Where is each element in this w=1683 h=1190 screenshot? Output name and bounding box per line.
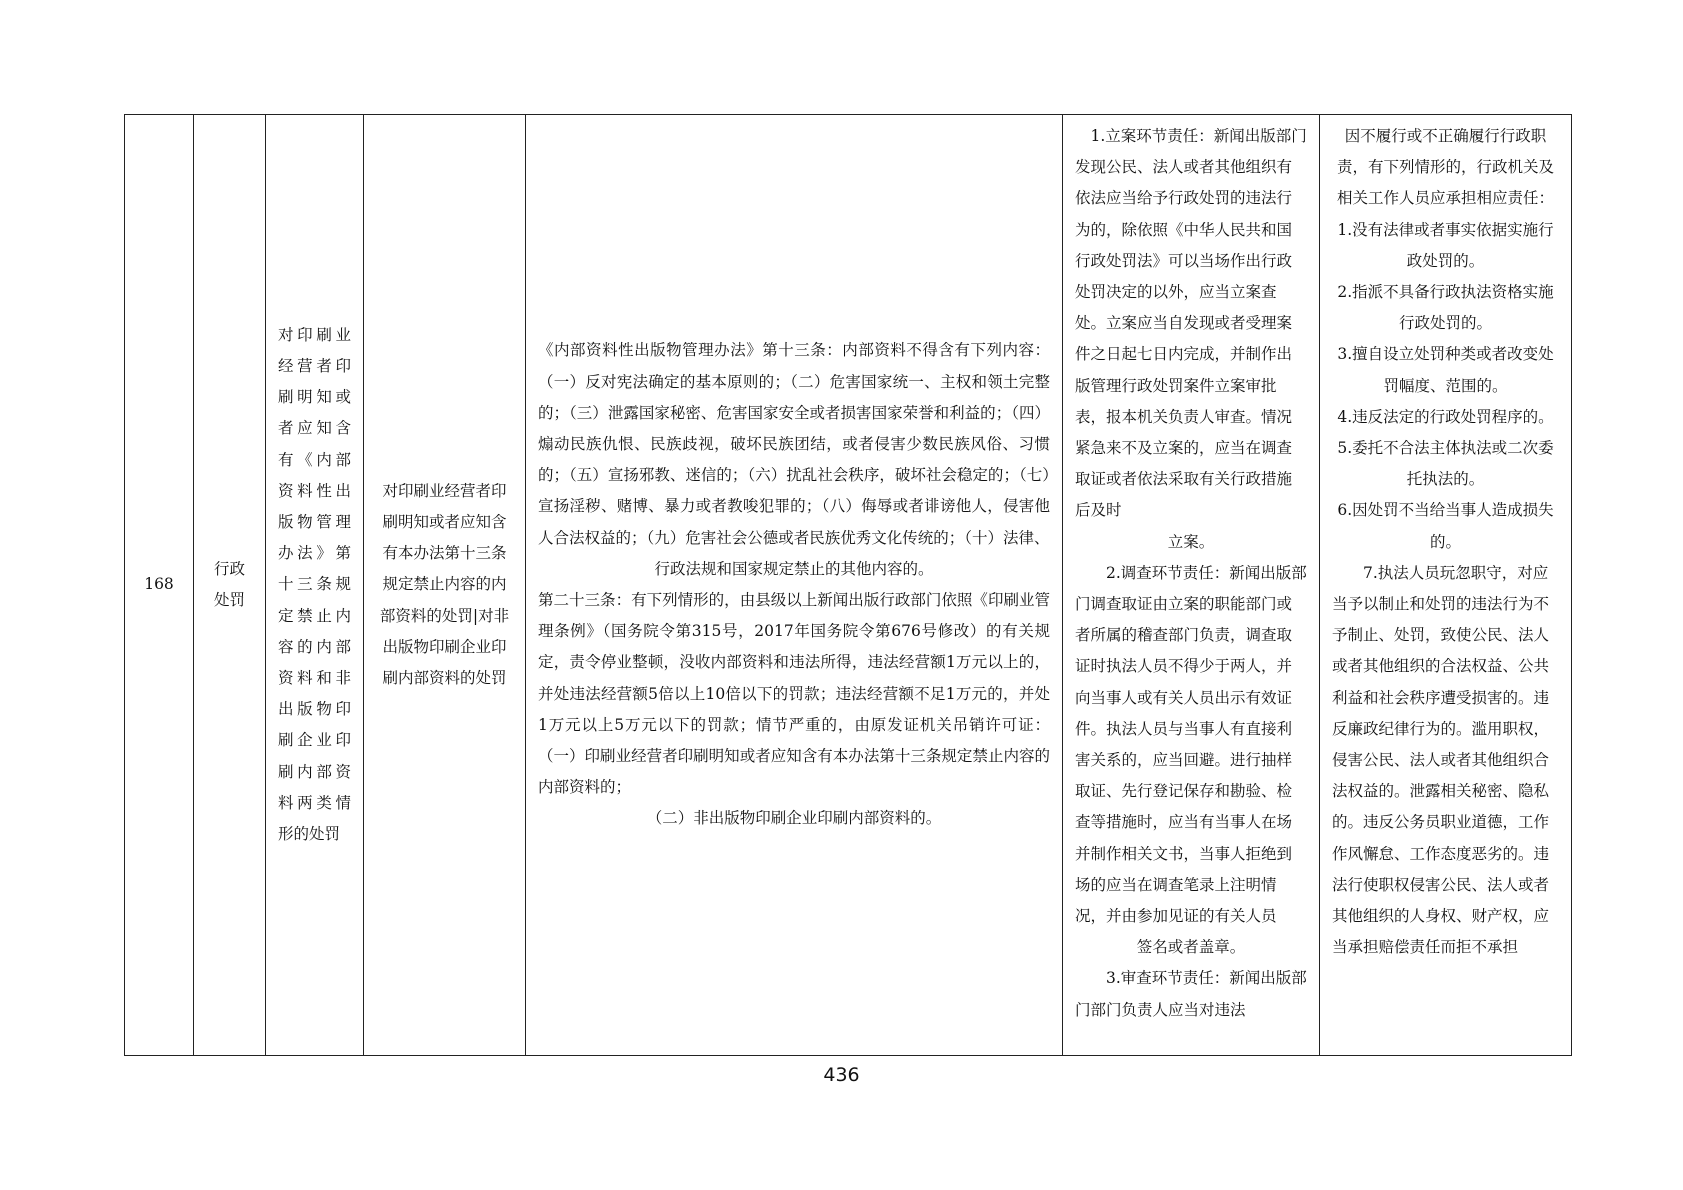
basis-paragraph-3: 第二十三条：有下列情形的，由县级以上新闻出版行政部门依照《印刷业管理条例》（国务院令第315号，2017年国务院令第676号修改）的有关规定，责令停业整顿，没收内部资料和违法所得，违法经营额1万元以上的，并处违法经营额5倍以上10倍以下的罚款；违法经营额不足1万元的，并处1万元以上5万元以下的罚款；情节严重的，由原发证机关吊销许可证：（一）印刷业经营者印刷明知或者应知含有本办法第十三条规定禁止内容的内部资料的； — [538, 591, 1050, 797]
table-row — [125, 115, 1572, 1056]
responsibility-paragraph-4: 签名或者盖章。 — [1136, 938, 1246, 957]
responsibility-paragraph-2: 立案。 — [1167, 532, 1215, 551]
sub-item — [364, 115, 526, 1056]
responsibility — [1063, 115, 1320, 1056]
responsibility-paragraph-1: 1.立案环节责任：新闻出版部门发现公民、法人或者其他组织有依法应当给予行政处罚的违法行为的，除依照《中华人民共和国行政处罚法》可以当场作出行政处罚决定的以外，应当立案查处。立案应当自发现或者受理案件之日起七日内完成，并制作出版管理行政处罚案件立案审批表，报本机关负责人审查。情况紧急来不及立案的，应当在调查取证或者依法采取有关行政措施后及时 — [1075, 127, 1307, 520]
liability-paragraph-7: 6.因处罚不当给当事人造成损失的。 — [1337, 501, 1554, 551]
item-name-text: 对印刷业经营者印刷明知或者应知含有《内部资料性出版物管理办法》第十三条规定禁止内容的内部资料和非出版物印刷企业印刷内部资料两类情形的处罚 — [278, 325, 351, 844]
liability-paragraph-2: 1.没有法律或者事实依据实施行政处罚的。 — [1337, 220, 1554, 270]
row-number: 168 — [125, 115, 194, 1056]
basis-paragraph-2: 行政法规和国家规定禁止的其他内容的。 — [654, 559, 934, 578]
matter-table — [124, 114, 1572, 1056]
category-text: 行政处罚 — [213, 559, 245, 609]
row-category — [194, 115, 266, 1056]
liability-paragraph-6: 5.委托不合法主体执法或二次委托执法的。 — [1337, 439, 1554, 489]
responsibility-paragraph-3: 2.调查环节责任：新闻出版部门调查取证由立案的职能部门或者所属的稽查部门负责，调查取证时执法人员不得少于两人，并向当事人或有关人员出示有效证件。执法人员与当事人有直接利害关系的，应当回避。进行抽样取证、先行登记保存和勘验、检查等措施时，应当有当事人在场并制作相关文书，当事人拒绝到场的应当在调查笔录上注明情况，并由参加见证的有关人员 — [1075, 563, 1307, 926]
basis-paragraph-4: （二）非出版物印刷企业印刷内部资料的。 — [646, 809, 942, 828]
liability-paragraph-1: 因不履行或不正确履行行政职责，有下列情形的，行政机关及相关工作人员应承担相应责任： — [1336, 127, 1554, 208]
liability-paragraph-4: 3.擅自设立处罚种类或者改变处罚幅度、范围的。 — [1337, 345, 1554, 395]
basis-paragraph-1: 《内部资料性出版物管理办法》第十三条：内部资料不得含有下列内容：（一）反对宪法确定的基本原则的；（二）危害国家统一、主权和领土完整的；（三）泄露国家秘密、危害国家安全或者损害国家荣誉和利益的；（四）煽动民族仇恨、民族歧视，破坏民族团结，或者侵害少数民族风俗、习惯的；（五）宣扬邪教、迷信的；（六）扰乱社会秩序，破坏社会稳定的；（七）宣扬淫秽、赌博、暴力或者教唆犯罪的；（八）侮辱或者诽谤他人，侵害他人合法权益的；（九）危害社会公德或者民族优秀文化传统的；（十）法律、 — [538, 341, 1050, 547]
liability-paragraph-5: 4.违反法定的行政处罚程序的。 — [1337, 407, 1554, 426]
liability — [1320, 115, 1572, 1056]
legal-basis — [526, 115, 1063, 1056]
sub-item-text: 对印刷业经营者印刷明知或者应知含有本办法第十三条规定禁止内容的内部资料的处罚|对非出版物印刷企业印刷内部资料的处罚 — [379, 481, 510, 687]
liability-paragraph-3: 2.指派不具备行政执法资格实施行政处罚的。 — [1337, 283, 1554, 333]
liability-paragraph-8: 7.执法人员玩忽职守，对应当予以制止和处罚的违法行为不予制止、处罚，致使公民、法人或者其他组织的合法权益、公共利益和社会秩序遭受损害的。违反廉政纪律行为的。滥用职权，侵害公民、法人或者其他组织合法权益的。泄露相关秘密、隐私的。违反公务员职业道德，工作作风懈怠、工作态度恶劣的。违法行使职权侵害公民、法人或者其他组织的人身权、财产权，应当承担赔偿责任而拒不承担 — [1332, 563, 1550, 957]
responsibility-paragraph-5: 3.审查环节责任：新闻出版部门部门负责人应当对违法 — [1075, 969, 1307, 1019]
item-name — [266, 115, 364, 1056]
page-number: 436 — [823, 1064, 860, 1086]
